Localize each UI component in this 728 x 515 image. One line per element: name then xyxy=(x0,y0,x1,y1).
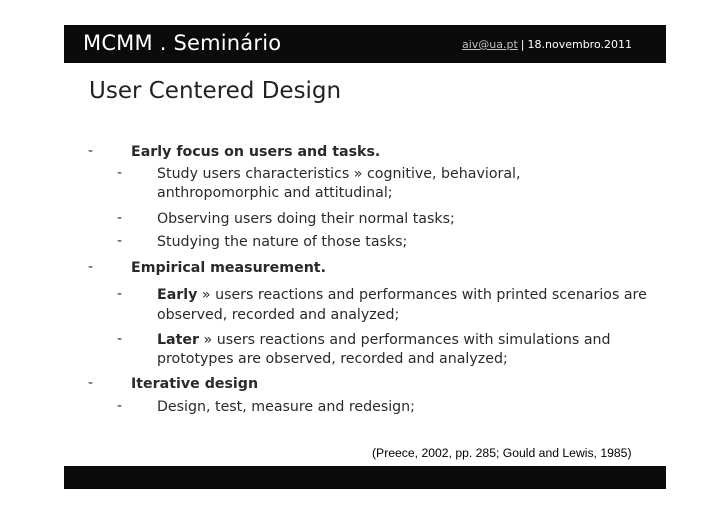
sub-bullet-dash: - xyxy=(117,210,123,226)
sub-bullet-line: Study users characteristics » cognitive, behavioral, xyxy=(157,166,521,182)
sub-bullet-line: Studying the nature of those tasks; xyxy=(157,234,408,250)
sub-bullet-text: » users reactions and performances with printed scenarios are xyxy=(197,287,647,303)
sub-bullet-keyword: Early xyxy=(157,287,198,303)
sub-bullet-dash: - xyxy=(117,233,123,249)
sub-bullet-line xyxy=(157,286,647,304)
sub-bullet-line: observed, recorded and analyzed; xyxy=(157,307,400,323)
bullet-dash: - xyxy=(88,375,94,391)
bullet-label: Early focus on users and tasks. xyxy=(131,144,381,160)
bullet-label: Iterative design xyxy=(131,376,259,392)
sub-bullet-dash: - xyxy=(117,331,123,347)
sub-bullet-dash: - xyxy=(117,398,123,414)
bullet-label: Empirical measurement. xyxy=(131,260,326,276)
sub-bullet-dash: - xyxy=(117,165,123,181)
header-date: 18.novembro.2011 xyxy=(527,38,632,51)
email-link[interactable]: aiv@ua.pt xyxy=(461,38,518,51)
sub-bullet-line: Observing users doing their normal tasks; xyxy=(157,211,455,227)
citation: (Preece, 2002, pp. 285; Gould and Lewis, 1985) xyxy=(372,446,632,460)
presentation-title: MCMM . Seminário xyxy=(83,31,282,55)
sub-bullet-dash: - xyxy=(117,286,123,302)
header-separator: | xyxy=(520,38,525,51)
sub-bullet-line xyxy=(157,331,611,349)
sub-bullet-keyword: Later xyxy=(157,332,200,348)
footer-bar xyxy=(64,466,666,489)
sub-bullet-line: prototypes are observed, recorded and analyzed; xyxy=(157,351,508,367)
slide-title: User Centered Design xyxy=(89,78,342,104)
sub-bullet-text: » users reactions and performances with simulations and xyxy=(199,332,611,348)
bullet-dash: - xyxy=(88,143,94,159)
sub-bullet-line: Design, test, measure and redesign; xyxy=(157,399,415,415)
bullet-dash: - xyxy=(88,259,94,275)
sub-bullet-line: anthropomorphic and attitudinal; xyxy=(157,185,393,201)
